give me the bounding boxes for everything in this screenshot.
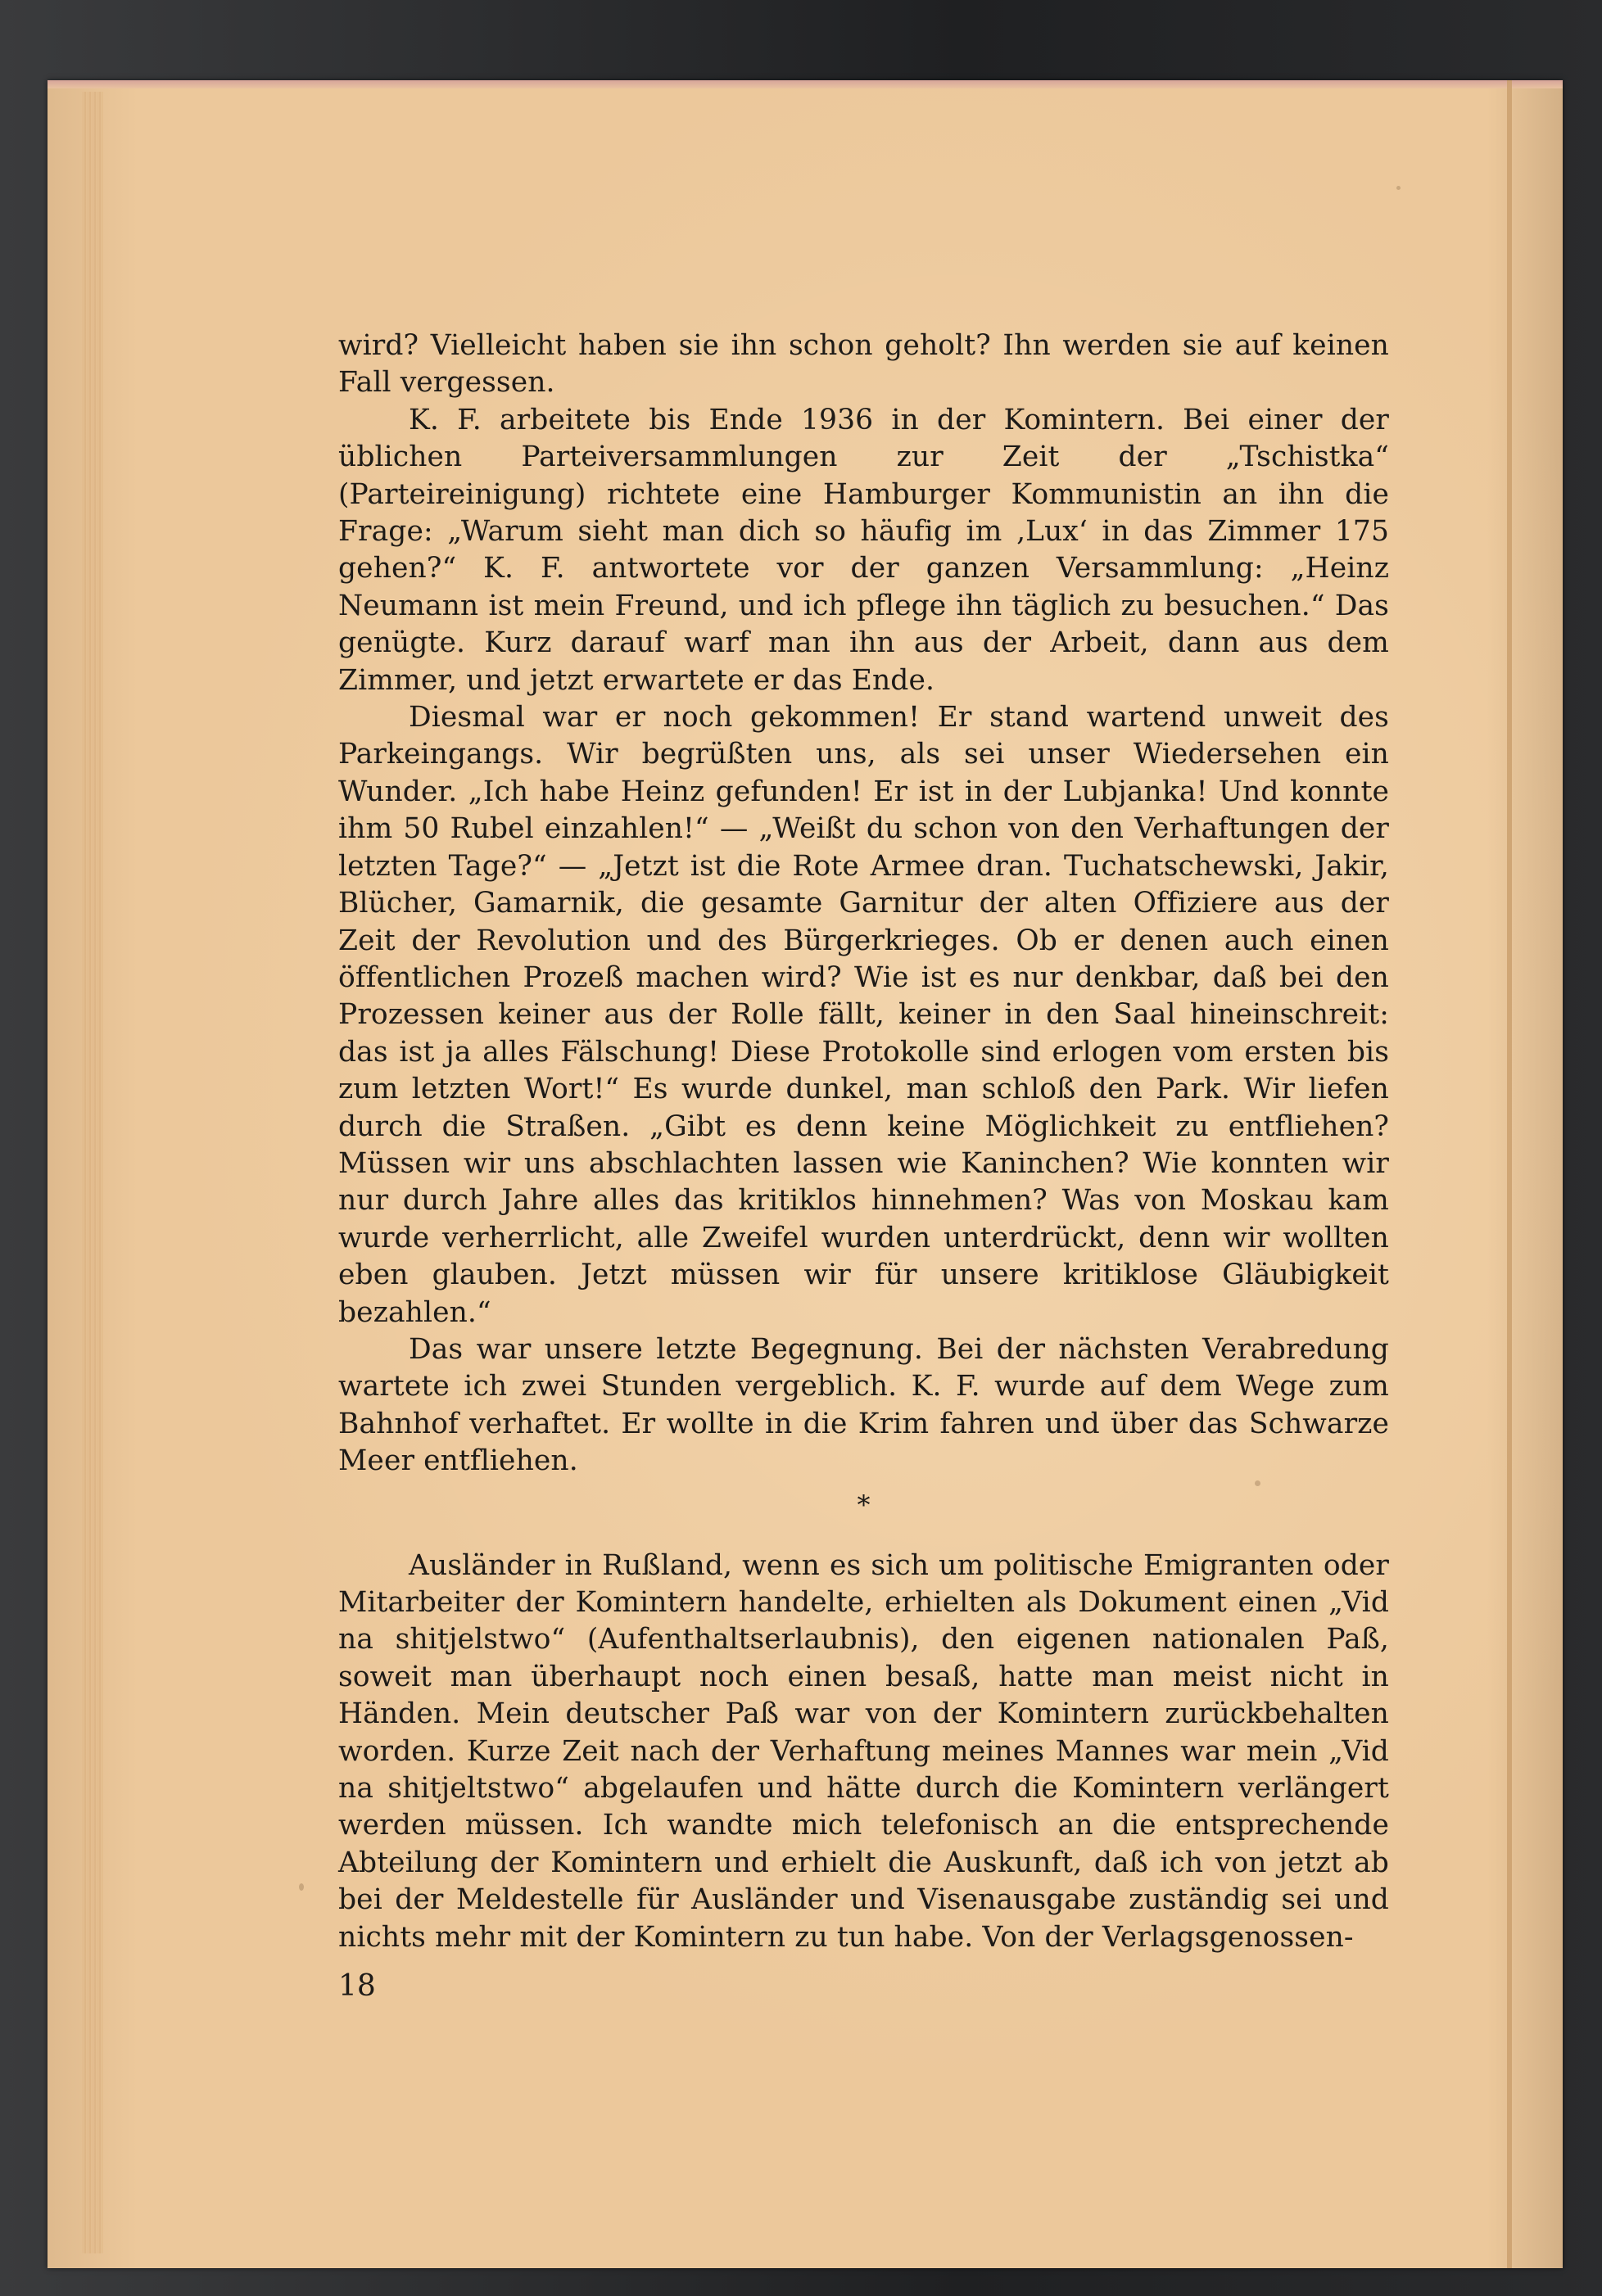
page-stack-edge — [82, 92, 103, 2253]
paragraph: Das war unsere letzte Begegnung. Bei der nächsten Verabredung wartete ich zwei Stunden vergeblich. K. F. wurde auf dem Wege zum Bahnhof verhaftet. Er wollte in die Krim fahren und über das Schwarze Meer entfliehen. — [338, 1332, 1389, 1478]
paragraph: Ausländer in Rußland, wenn es sich um politische Emigranten oder Mitarbeiter der Komintern handelte, erhielten als Dokument einen „Vid na shitjelstwo“ (Aufenthaltserlaubnis), den eigenen nationalen Paß, soweit man überhaupt noch einen besaß, hatte man meist nicht in Händen. Mein deutscher Paß war von der Komintern zurückbehalten worden. Kurze Zeit nach der Verhaftung meines Mannes war mein „Vid na shitjeltstwo“ abgelaufen und hätte durch die Komintern verlängert werden müssen. Ich wandte mich telefonisch an die entsprechende Abteilung der Komintern und erhielt die Auskunft, daß ich von jetzt ab bei der Meldestelle für Ausländer und Visenausgabe zuständig sei und nichts mehr mit der Komintern zu tun habe. Von der Verlagsgenossen- — [338, 1548, 1389, 1954]
paragraph: Diesmal war er noch gekommen! Er stand wartend unweit des Parkeingangs. Wir begrüßten uns, als sei unser Wiedersehen ein Wunder. „Ich habe Heinz gefunden! Er ist in der Lubjanka! Und konnte ihm 50 Rubel einzahlen!“ — „Weißt du schon von den Verhaftungen der letzten Tage?“ — „Jetzt ist die Rote Armee dran. Tuchatschewski, Jakir, Blücher, Gamarnik, die gesamte Garnitur der alten Offiziere aus der Zeit der Revolution und des Bürgerkrieges. Ob er denen auch einen öffentlichen Prozeß machen wird? Wie ist es nur denkbar, daß bei den Prozessen keiner aus der Rolle fällt, keiner in den Saal hineinschreit: das ist ja alles Fälschung! Diese Protokolle sind erlogen vom ersten bis zum letzten Wort!“ Es wurde dunkel, man schloß den Park. Wir liefen durch die Straßen. „Gibt es denn keine Möglichkeit zu entfliehen? Müssen wir uns abschlachten lassen wie Kaninchen? Wie konnten wir nur durch Jahre alles das kritiklos hinnehmen? Was von Moskau kam wurde verherrlicht, alle Zweifel wurden unterdrückt, denn wir wollten eben glauben. Jetzt müssen wir für unsere kritiklose Gläubigkeit bezahlen.“ — [338, 701, 1389, 1329]
paragraph: wird? Vielleicht haben sie ihn schon geholt? Ihn werden sie auf keinen Fall vergessen. — [338, 329, 1389, 400]
page-number: 18 — [338, 1969, 376, 2003]
paragraph: K. F. arbeitete bis Ende 1936 in der Komintern. Bei einer der üblichen Parteiversammlungen zur Zeit der „Tschistka“ (Parteireinigung) richtete eine Hamburger Kommunistin an ihn die Frage: „Warum sieht man dich so häufig im ‚Lux‘ in das Zimmer 175 gehen?“ K. F. antwortete vor der ganzen Versammlung: „Heinz Neumann ist mein Freund, und ich pflege ihn täglich zu besuchen.“ Das genügte. Kurz darauf warf man ihn aus der Arbeit, dann aus dem Zimmer, und jetzt erwartete er das Ende. — [338, 403, 1389, 697]
page-top-edge — [48, 80, 1563, 88]
paper-spot — [1396, 186, 1401, 190]
section-separator: * — [857, 1489, 871, 1521]
paper-spot — [299, 1883, 304, 1891]
page-right-edge — [1507, 80, 1512, 2268]
body-text — [338, 328, 1389, 1956]
